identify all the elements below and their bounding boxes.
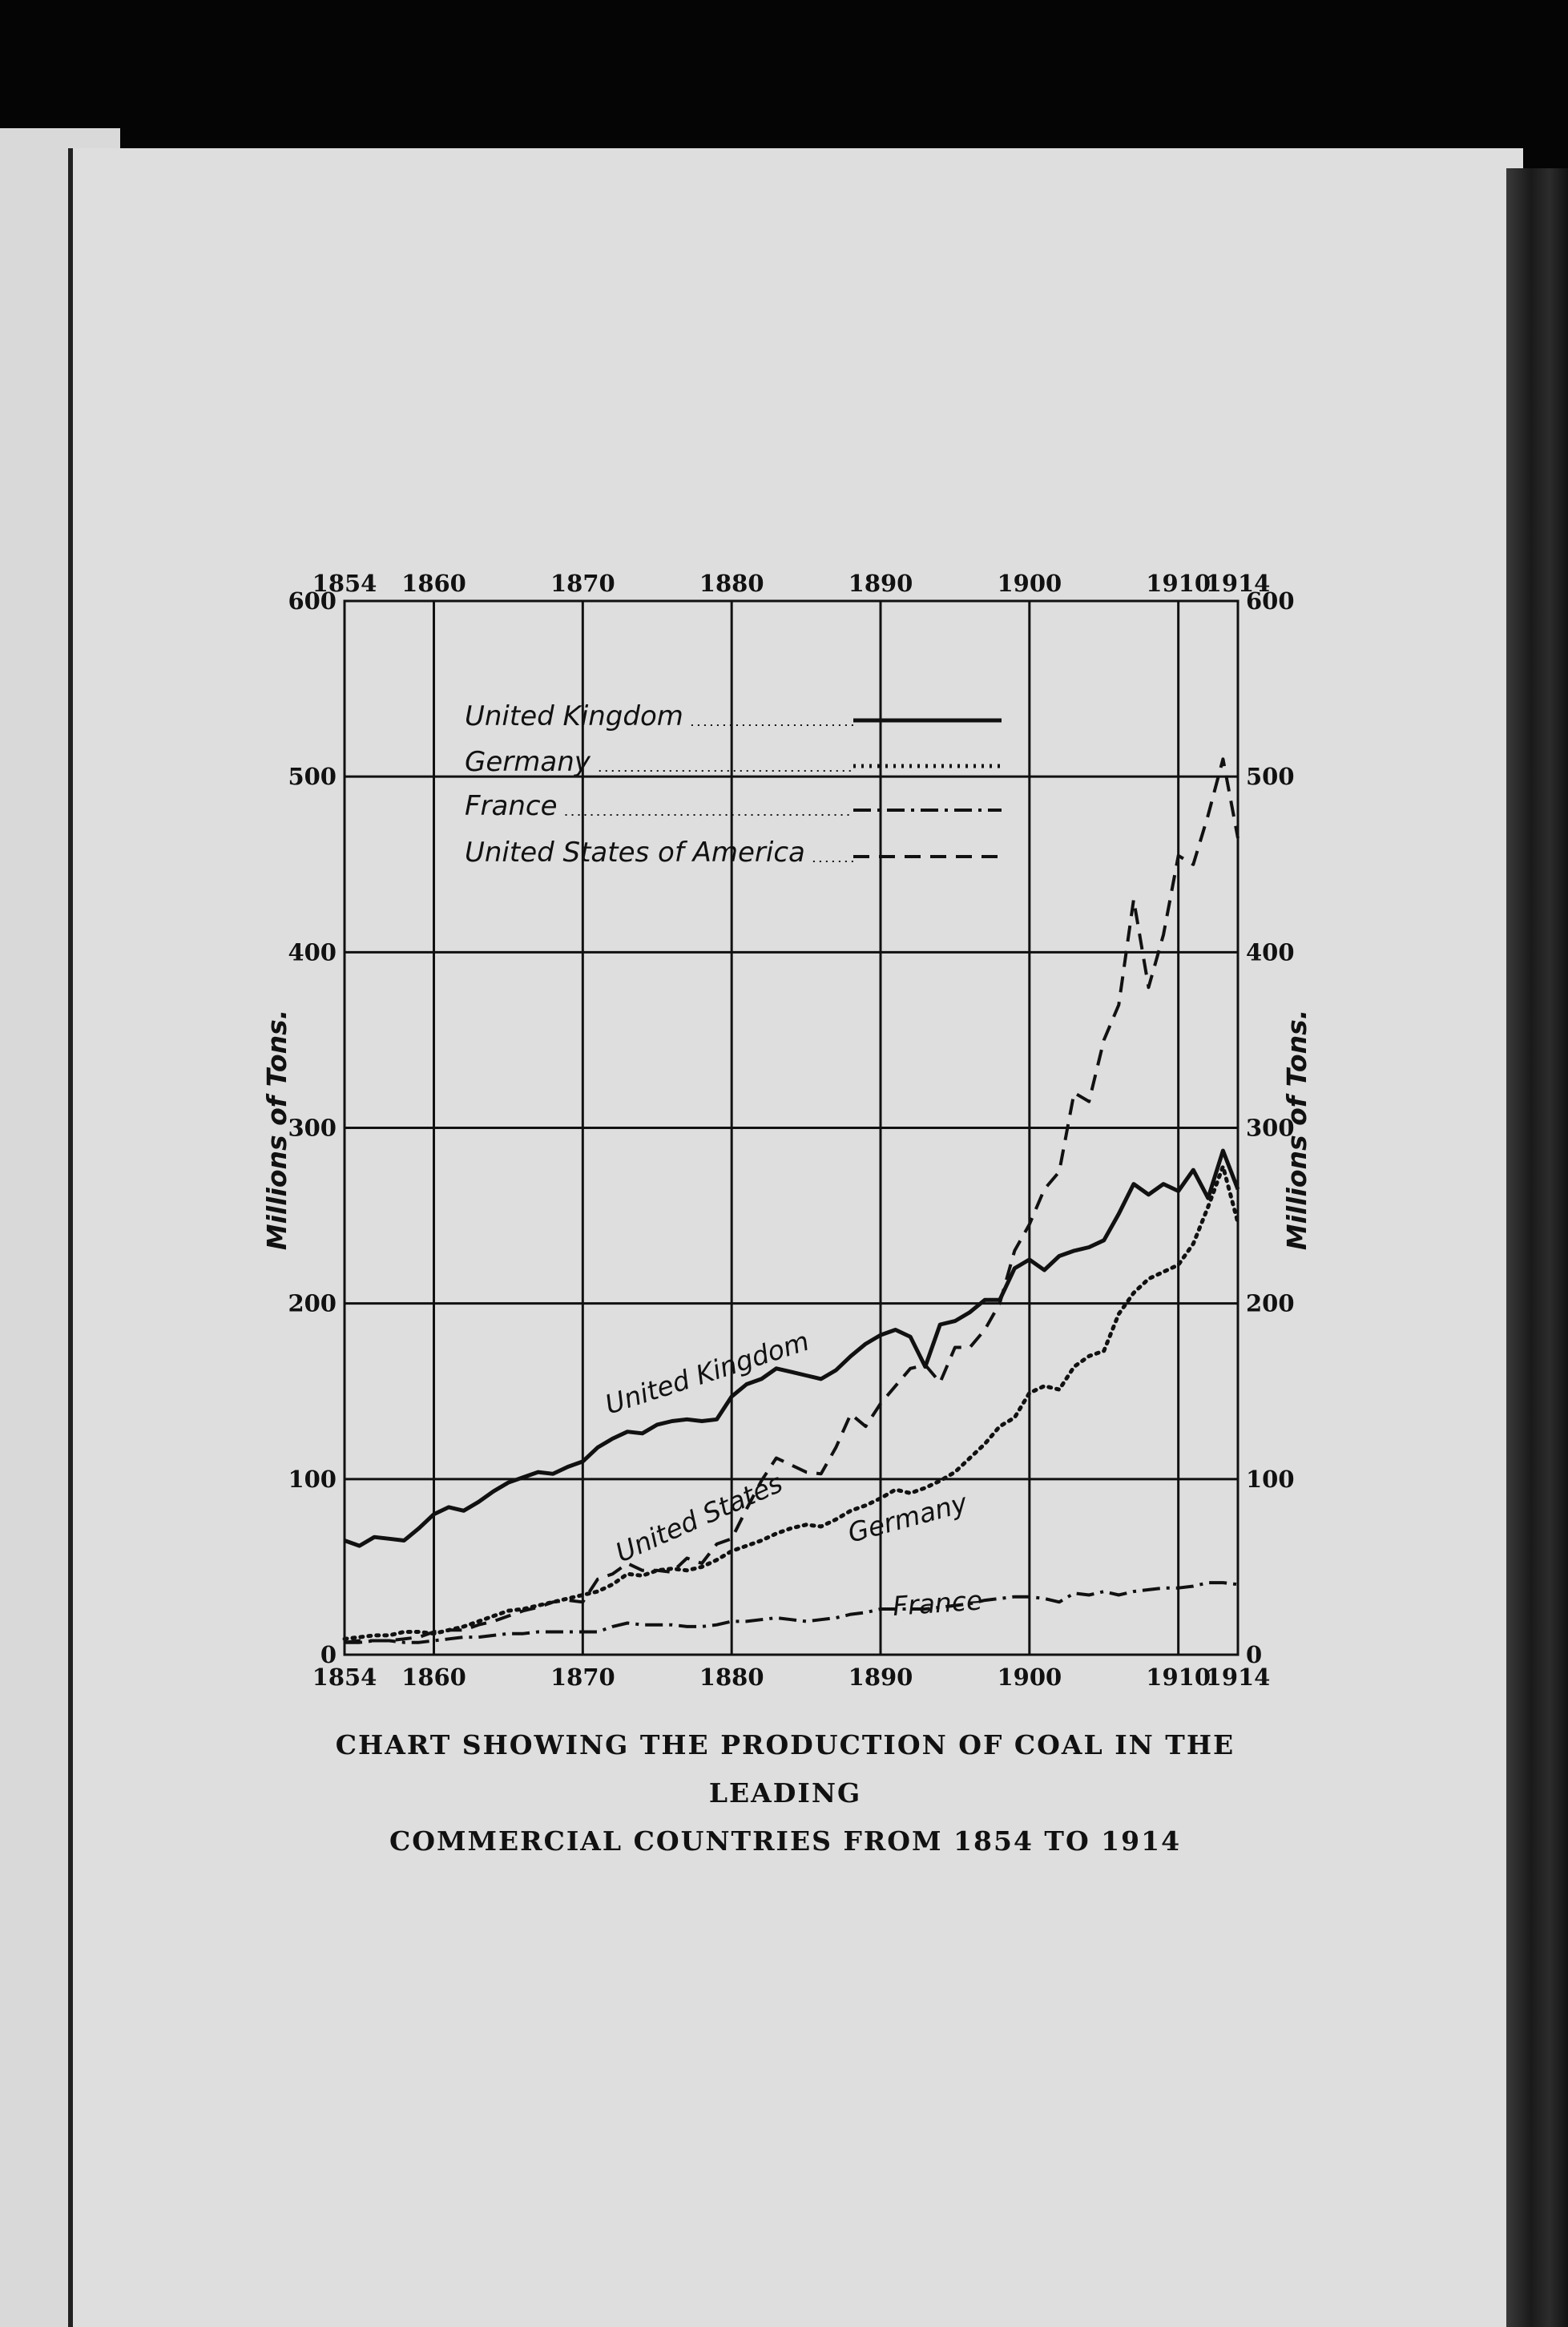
x-tick-label-top-1870: 1870 [550, 570, 615, 597]
x-tick-label-top-1914: 1914 [1205, 570, 1271, 597]
legend-label-0: United Kingdom [465, 700, 683, 732]
y-tick-label-left-200: 200 [288, 1289, 337, 1317]
legend-label-1: Germany [465, 746, 591, 778]
x-tick-label-bottom-1870: 1870 [550, 1664, 615, 1691]
legend-label-3: United States of America [465, 837, 805, 869]
y-axis-label-left: Millions of Tons. [261, 1009, 292, 1251]
annotation-label-3: France [891, 1584, 984, 1622]
y-tick-label-left-500: 500 [288, 763, 337, 791]
y-tick-label-left-100: 100 [288, 1465, 337, 1493]
series-line-2 [345, 1583, 1238, 1643]
x-tick-label-bottom-1890: 1890 [848, 1664, 913, 1691]
annotation-label-1: United States [611, 1466, 788, 1569]
y-tick-label-right-100: 100 [1246, 1465, 1295, 1493]
x-tick-label-top-1854: 1854 [312, 570, 377, 597]
caption-line-2: COMMERCIAL COUNTRIES FROM 1854 TO 1914 [389, 1825, 1182, 1857]
x-tick-label-bottom-1914: 1914 [1205, 1664, 1271, 1691]
y-tick-label-left-300: 300 [288, 1114, 337, 1142]
caption-line-1: CHART SHOWING THE PRODUCTION OF COAL IN THE LEADING [335, 1729, 1235, 1809]
y-tick-label-left-600: 600 [288, 587, 337, 615]
x-tick-label-top-1890: 1890 [848, 570, 913, 597]
y-axis-label-right: Millions of Tons. [1281, 1009, 1312, 1251]
y-tick-label-right-600: 600 [1246, 587, 1295, 615]
y-tick-label-left-0: 0 [320, 1641, 337, 1668]
chart-caption [264, 1721, 1306, 1865]
x-tick-label-top-1900: 1900 [997, 570, 1062, 597]
x-tick-label-bottom-1900: 1900 [997, 1664, 1062, 1691]
y-tick-label-left-400: 400 [288, 938, 337, 966]
x-tick-label-bottom-1880: 1880 [699, 1664, 764, 1691]
y-tick-label-right-500: 500 [1246, 763, 1295, 791]
annotation-label-0: United Kingdom [601, 1325, 813, 1421]
chart-annotations [601, 1325, 983, 1622]
x-tick-label-top-1880: 1880 [699, 570, 764, 597]
chart-tick-labels [288, 570, 1294, 1691]
annotation-label-2: Germany [844, 1486, 971, 1549]
series-line-3 [345, 759, 1238, 1642]
x-tick-label-top-1860: 1860 [401, 570, 466, 597]
x-tick-label-bottom-1910: 1910 [1146, 1664, 1211, 1691]
chart-legend [465, 700, 1002, 869]
legend-label-2: France [465, 790, 558, 822]
y-tick-label-right-0: 0 [1246, 1641, 1263, 1668]
y-tick-label-right-400: 400 [1246, 938, 1295, 966]
x-tick-label-top-1910: 1910 [1146, 570, 1211, 597]
x-tick-label-bottom-1860: 1860 [401, 1664, 466, 1691]
chart-series [345, 759, 1238, 1642]
y-tick-label-right-300: 300 [1246, 1114, 1295, 1142]
x-tick-label-bottom-1854: 1854 [312, 1664, 377, 1691]
y-tick-label-right-200: 200 [1246, 1289, 1295, 1317]
